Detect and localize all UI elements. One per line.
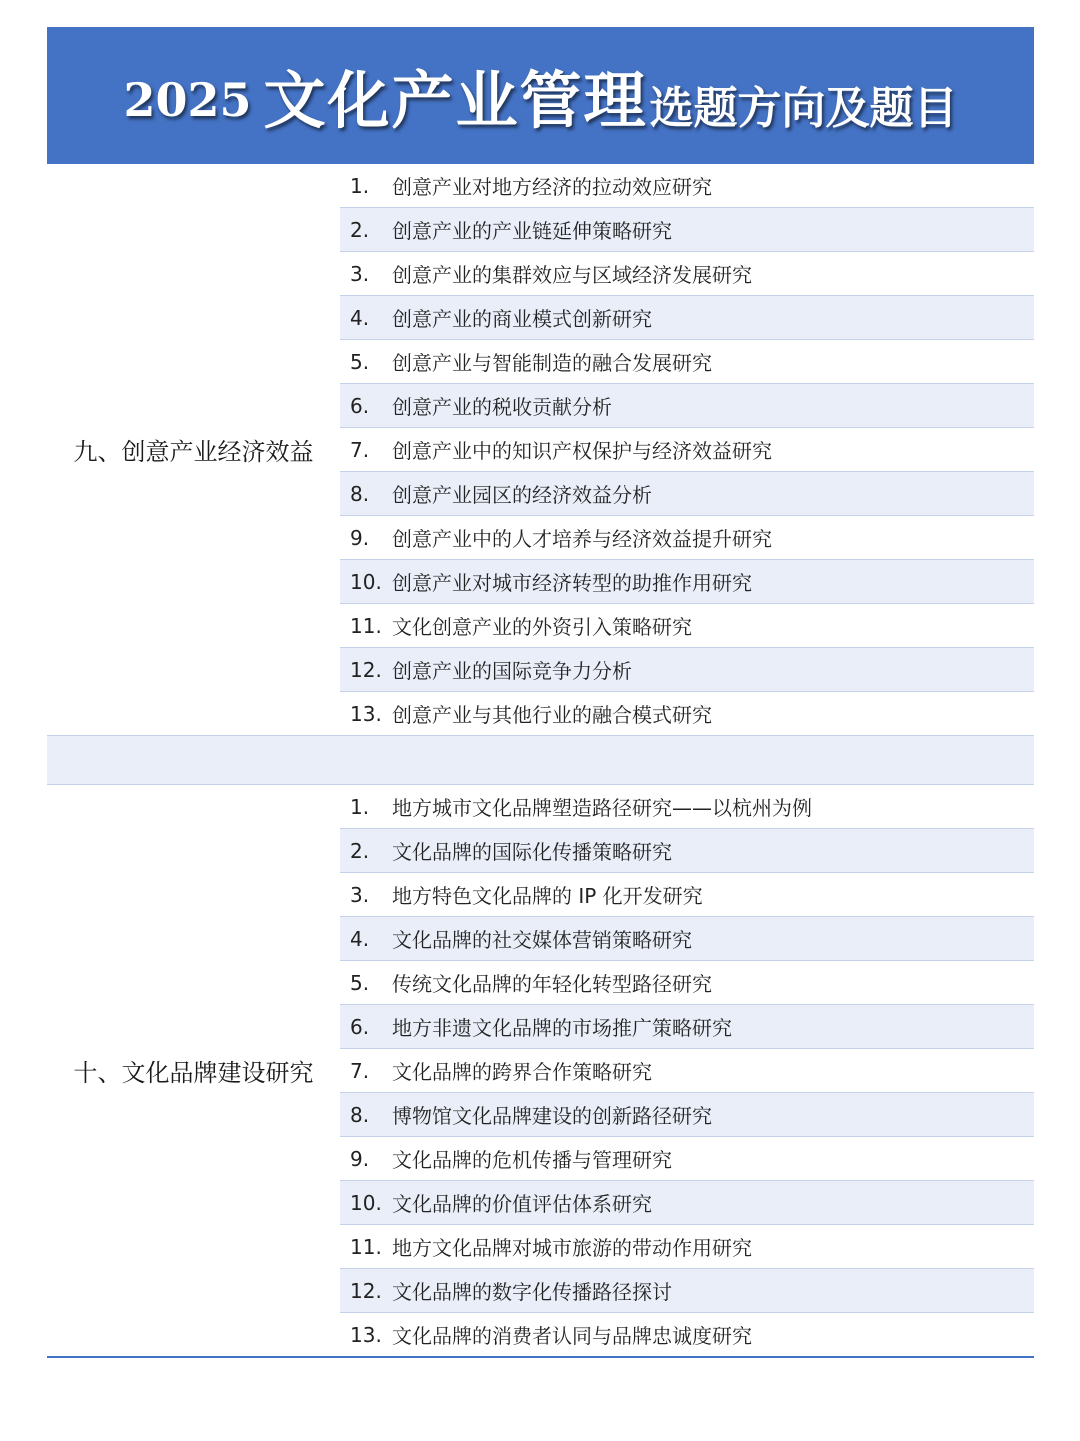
topic-title: 地方城市文化品牌塑造路径研究——以杭州为例 — [392, 796, 812, 820]
topic-number: 5. — [350, 970, 370, 995]
topic-row — [340, 296, 1034, 340]
section-divider — [47, 735, 1034, 785]
topic-title: 创意产业与智能制造的融合发展研究 — [392, 351, 712, 375]
topic-row — [340, 428, 1034, 472]
topic-row — [340, 164, 1034, 208]
topic-number: 13. — [350, 1322, 382, 1347]
topic-number: 7. — [350, 1058, 370, 1083]
title-main: 文化产业管理 — [263, 64, 648, 137]
topic-number: 1. — [350, 173, 370, 198]
topic-number: 11. — [350, 613, 382, 638]
topic-title: 博物馆文化品牌建设的创新路径研究 — [392, 1104, 712, 1128]
topic-row — [340, 785, 1034, 829]
document-page — [47, 27, 1034, 1358]
topic-number: 5. — [350, 349, 370, 374]
topic-row — [340, 692, 1034, 735]
topic-number: 7. — [350, 437, 370, 462]
topic-title: 创意产业与其他行业的融合模式研究 — [392, 703, 712, 727]
topic-number: 13. — [350, 701, 382, 726]
topic-number: 4. — [350, 305, 370, 330]
topic-title: 文化品牌的社交媒体营销策略研究 — [392, 928, 692, 952]
topic-number: 3. — [350, 261, 370, 286]
topic-number: 1. — [350, 794, 370, 819]
topic-row — [340, 1093, 1034, 1137]
section-label: 九、创意产业经济效益 — [73, 438, 314, 466]
topic-number: 11. — [350, 1234, 382, 1259]
topic-row — [340, 208, 1034, 252]
topic-row — [340, 1005, 1034, 1049]
topic-row — [340, 340, 1034, 384]
title-banner — [47, 27, 1034, 164]
topic-row — [340, 917, 1034, 961]
topic-number: 9. — [350, 525, 370, 550]
topic-title: 传统文化品牌的年轻化转型路径研究 — [392, 972, 712, 996]
topic-title: 地方非遗文化品牌的市场推广策略研究 — [392, 1016, 732, 1040]
topic-row — [340, 472, 1034, 516]
topic-row — [340, 1313, 1034, 1356]
section-label: 十、文化品牌建设研究 — [73, 1059, 314, 1087]
title-year: 2025 — [123, 72, 252, 127]
topic-number: 2. — [350, 838, 370, 863]
title-subtitle: 选题方向及题目 — [649, 82, 958, 134]
topic-list — [340, 785, 1034, 1356]
topic-number: 10. — [350, 569, 382, 594]
topic-title: 文化品牌的跨界合作策略研究 — [392, 1060, 652, 1084]
topic-number: 6. — [350, 393, 370, 418]
section-creative-industry-economics — [47, 164, 1034, 735]
topic-row — [340, 648, 1034, 692]
bottom-rule — [47, 1356, 1034, 1358]
topic-row — [340, 961, 1034, 1005]
topic-title: 创意产业对城市经济转型的助推作用研究 — [392, 571, 752, 595]
topic-number: 10. — [350, 1190, 382, 1215]
topic-title: 文化品牌的数字化传播路径探讨 — [392, 1280, 672, 1304]
topic-row — [340, 604, 1034, 648]
topic-title: 创意产业的集群效应与区域经济发展研究 — [392, 263, 752, 287]
topic-number: 12. — [350, 657, 382, 682]
topic-number: 6. — [350, 1014, 370, 1039]
topic-list — [340, 164, 1034, 735]
topic-title: 文化品牌的消费者认同与品牌忠诚度研究 — [392, 1324, 752, 1348]
topic-title: 创意产业中的人才培养与经济效益提升研究 — [392, 527, 772, 551]
section-cultural-brand-building — [47, 785, 1034, 1356]
topic-title: 创意产业中的知识产权保护与经济效益研究 — [392, 439, 772, 463]
topic-row — [340, 1225, 1034, 1269]
topic-row — [340, 252, 1034, 296]
topic-row — [340, 829, 1034, 873]
topic-title: 创意产业对地方经济的拉动效应研究 — [392, 175, 712, 199]
topic-title: 创意产业园区的经济效益分析 — [392, 483, 652, 507]
topic-number: 2. — [350, 217, 370, 242]
topic-row — [340, 1049, 1034, 1093]
topic-row — [340, 873, 1034, 917]
topic-title: 创意产业的税收贡献分析 — [392, 395, 612, 419]
topic-row — [340, 1181, 1034, 1225]
topic-number: 9. — [350, 1146, 370, 1171]
topic-title: 地方文化品牌对城市旅游的带动作用研究 — [392, 1236, 752, 1260]
topic-number: 4. — [350, 926, 370, 951]
topic-title: 创意产业的商业模式创新研究 — [392, 307, 652, 331]
topic-title: 文化品牌的危机传播与管理研究 — [392, 1148, 672, 1172]
topic-number: 8. — [350, 481, 370, 506]
topic-row — [340, 516, 1034, 560]
topic-title: 文化品牌的国际化传播策略研究 — [392, 840, 672, 864]
topic-title: 文化品牌的价值评估体系研究 — [392, 1192, 652, 1216]
topic-row — [340, 384, 1034, 428]
topic-number: 3. — [350, 882, 370, 907]
topic-title: 文化创意产业的外资引入策略研究 — [392, 615, 692, 639]
topic-row — [340, 1269, 1034, 1313]
topic-number: 8. — [350, 1102, 370, 1127]
topic-number: 12. — [350, 1278, 382, 1303]
topic-row — [340, 1137, 1034, 1181]
topic-title: 地方特色文化品牌的 IP 化开发研究 — [392, 884, 703, 908]
topic-row — [340, 560, 1034, 604]
topic-title: 创意产业的产业链延伸策略研究 — [392, 219, 672, 243]
topic-title: 创意产业的国际竞争力分析 — [392, 659, 632, 683]
